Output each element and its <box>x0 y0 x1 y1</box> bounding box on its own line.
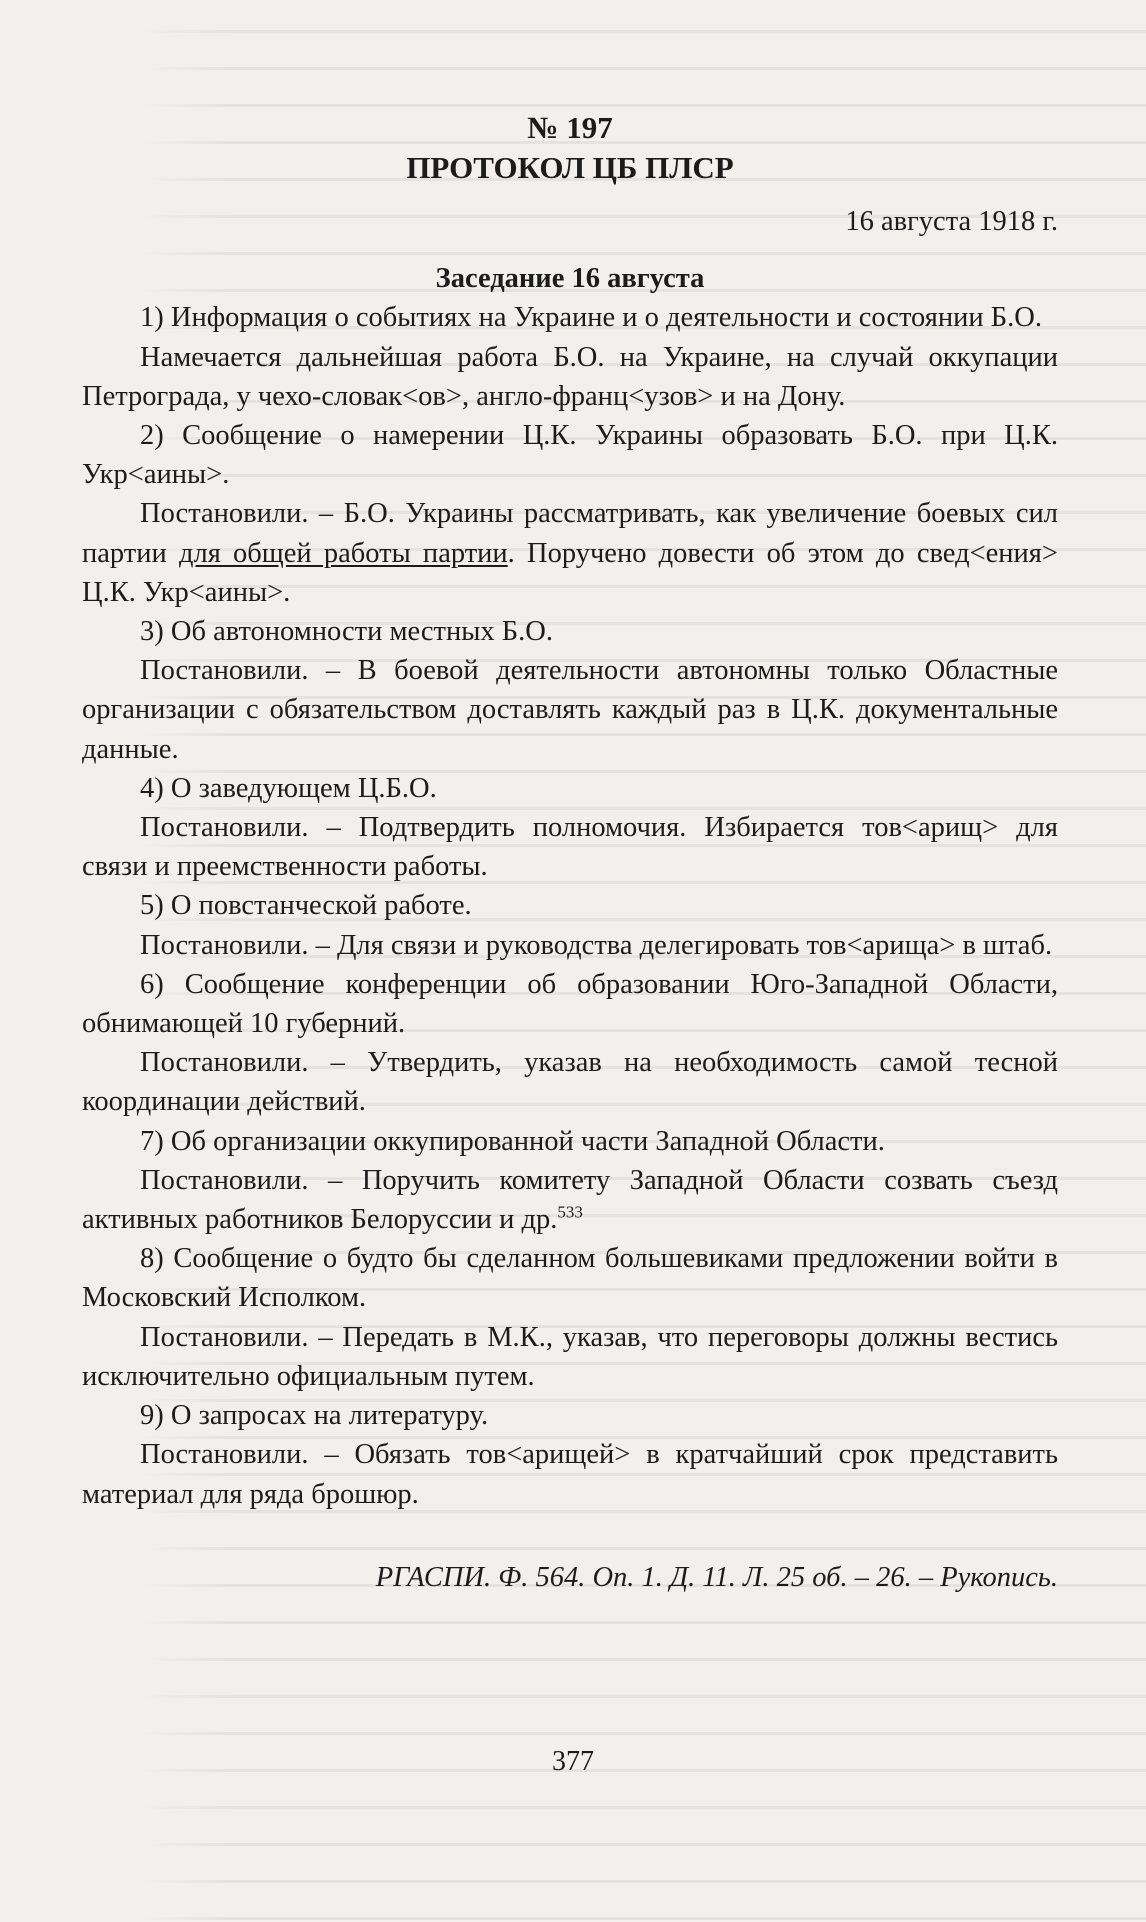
item-9-heading: 9) О запросах на литературу. <box>140 1400 489 1432</box>
session-heading: Заседание 16 августа <box>435 263 705 295</box>
item-2-heading: 2) Сообщение о намерении Ц.К. Украины образовать Б.О. при Ц.К. Укр<аины>. <box>82 420 1058 491</box>
item-1-heading: 1) Информация о событиях на Украине и о деятельности и состоянии Б.О. <box>140 302 1042 334</box>
item-7-resolution <box>82 1161 1058 1239</box>
underlined-phrase: для общей работы партии <box>178 537 508 569</box>
document-title: ПРОТОКОЛ ЦБ ПЛСР <box>406 150 734 185</box>
item-2-resolution <box>82 494 1058 612</box>
item-7-heading: 7) Об организации оккупированной части Западной Области. <box>140 1125 885 1157</box>
item-2-resolution-part-1: Постановили. – Б.О. Украины рассматривать, как увеличение боевых сил партии <box>82 498 1058 569</box>
item-4-resolution: Постановили. – Подтвердить полномочия. Избирается тов<арищ> для связи и преемственности работы. <box>82 812 1058 883</box>
footnote-ref: 533 <box>557 1202 583 1222</box>
item-9-resolution: Постановили. – Обязать тов<арищей> в кратчайший срок представить материал для ряда брошюр. <box>82 1439 1058 1510</box>
item-3-resolution: Постановили. – В боевой деятельности автономны только Областные организации с обязательством доставлять каждый раз в Ц.К. документальные данные. <box>82 655 1058 765</box>
item-3-heading: 3) Об автономности местных Б.О. <box>140 616 553 648</box>
item-5-resolution: Постановили. – Для связи и руководства делегировать тов<арища> в штаб. <box>140 929 1053 961</box>
archive-source: РГАСПИ. Ф. 564. Оп. 1. Д. 11. Л. 25 об. – 26. – Рукопись. <box>375 1561 1058 1593</box>
item-7-resolution-text: Постановили. – Поручить комитету Западной Области созвать съезд активных работников Белоруссии и др. <box>82 1164 1058 1236</box>
item-6-resolution: Постановили. – Утвердить, указав на необходимость самой тесной координации действий. <box>82 1047 1058 1118</box>
page-number: 377 <box>552 1746 594 1777</box>
item-8-heading: 8) Сообщение о будто бы сделанном большевиками предложении войти в Московский Исполком. <box>82 1243 1058 1314</box>
item-6-heading: 6) Сообщение конференции об образовании Юго-Западной Области, обнимающей 10 губерний. <box>82 968 1058 1040</box>
document-date: 16 августа 1918 г. <box>845 206 1058 237</box>
document-number: № 197 <box>527 110 613 145</box>
item-8-resolution: Постановили. – Передать в М.К., указав, что переговоры должны вестись исключительно официальным путем. <box>82 1321 1058 1392</box>
item-1-body: Намечается дальнейшая работа Б.О. на Украине, на случай оккупации Петрограда, у чехо-словак<ов>, англо-франц<узов> и на Дону. <box>82 341 1058 412</box>
item-2-resolution-part-2: . Поручено довести об этом до свед<ения> Ц.К. Укр<аины>. <box>82 537 1058 608</box>
item-5-heading: 5) О повстанческой работе. <box>140 890 472 922</box>
document-page <box>82 108 1058 1597</box>
item-4-heading: 4) О заведующем Ц.Б.О. <box>140 772 437 804</box>
